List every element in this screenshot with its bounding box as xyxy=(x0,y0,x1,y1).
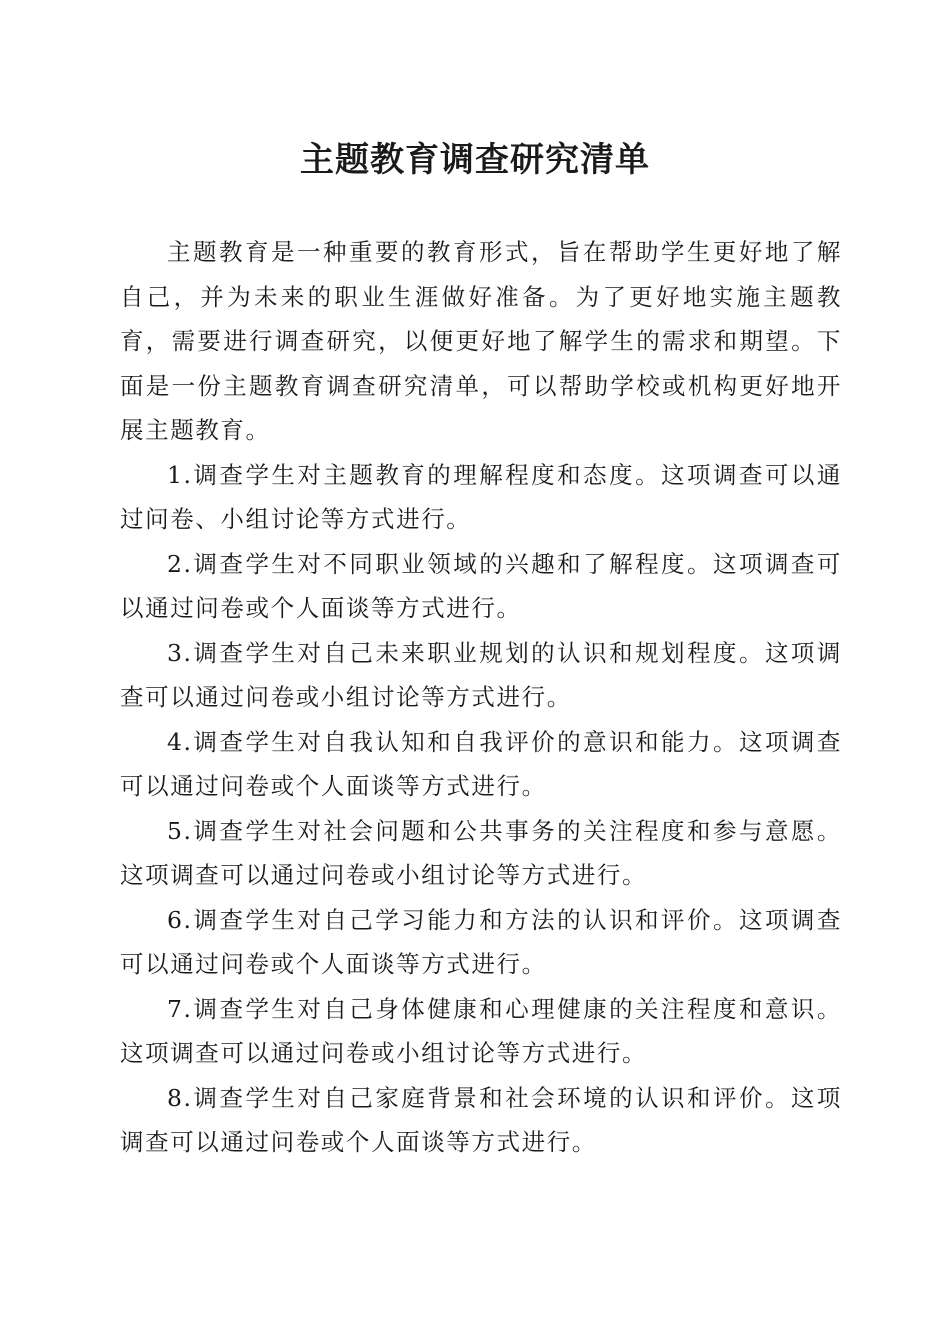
list-item: 5.调查学生对社会问题和公共事务的关注程度和参与意愿。这项调查可以通过问卷或小组讨论等方式进行。 xyxy=(120,816,842,889)
list-item: 1.调查学生对主题教育的理解程度和态度。这项调查可以通过问卷、小组讨论等方式进行。 xyxy=(120,460,842,533)
list-item: 7.调查学生对自己身体健康和心理健康的关注程度和意识。这项调查可以通过问卷或小组讨论等方式进行。 xyxy=(120,994,842,1067)
list-item: 8.调查学生对自己家庭背景和社会环境的认识和评价。这项调查可以通过问卷或个人面谈等方式进行。 xyxy=(120,1083,842,1156)
list-item: 2.调查学生对不同职业领域的兴趣和了解程度。这项调查可以通过问卷或个人面谈等方式进行。 xyxy=(120,549,842,622)
intro-paragraph: 主题教育是一种重要的教育形式，旨在帮助学生更好地了解自己，并为未来的职业生涯做好准备。为了更好地实施主题教育，需要进行调查研究，以便更好地了解学生的需求和期望。下面是一份主题教育调查研究清单，可以帮助学校或机构更好地开展主题教育。 xyxy=(120,238,842,444)
list-item: 6.调查学生对自己学习能力和方法的认识和评价。这项调查可以通过问卷或个人面谈等方式进行。 xyxy=(120,905,842,978)
list-item: 3.调查学生对自己未来职业规划的认识和规划程度。这项调查可以通过问卷或小组讨论等方式进行。 xyxy=(120,638,842,711)
list-item: 4.调查学生对自我认知和自我评价的意识和能力。这项调查可以通过问卷或个人面谈等方式进行。 xyxy=(120,727,842,800)
document-body xyxy=(120,230,842,1165)
document-title: 主题教育调查研究清单 xyxy=(300,140,650,180)
